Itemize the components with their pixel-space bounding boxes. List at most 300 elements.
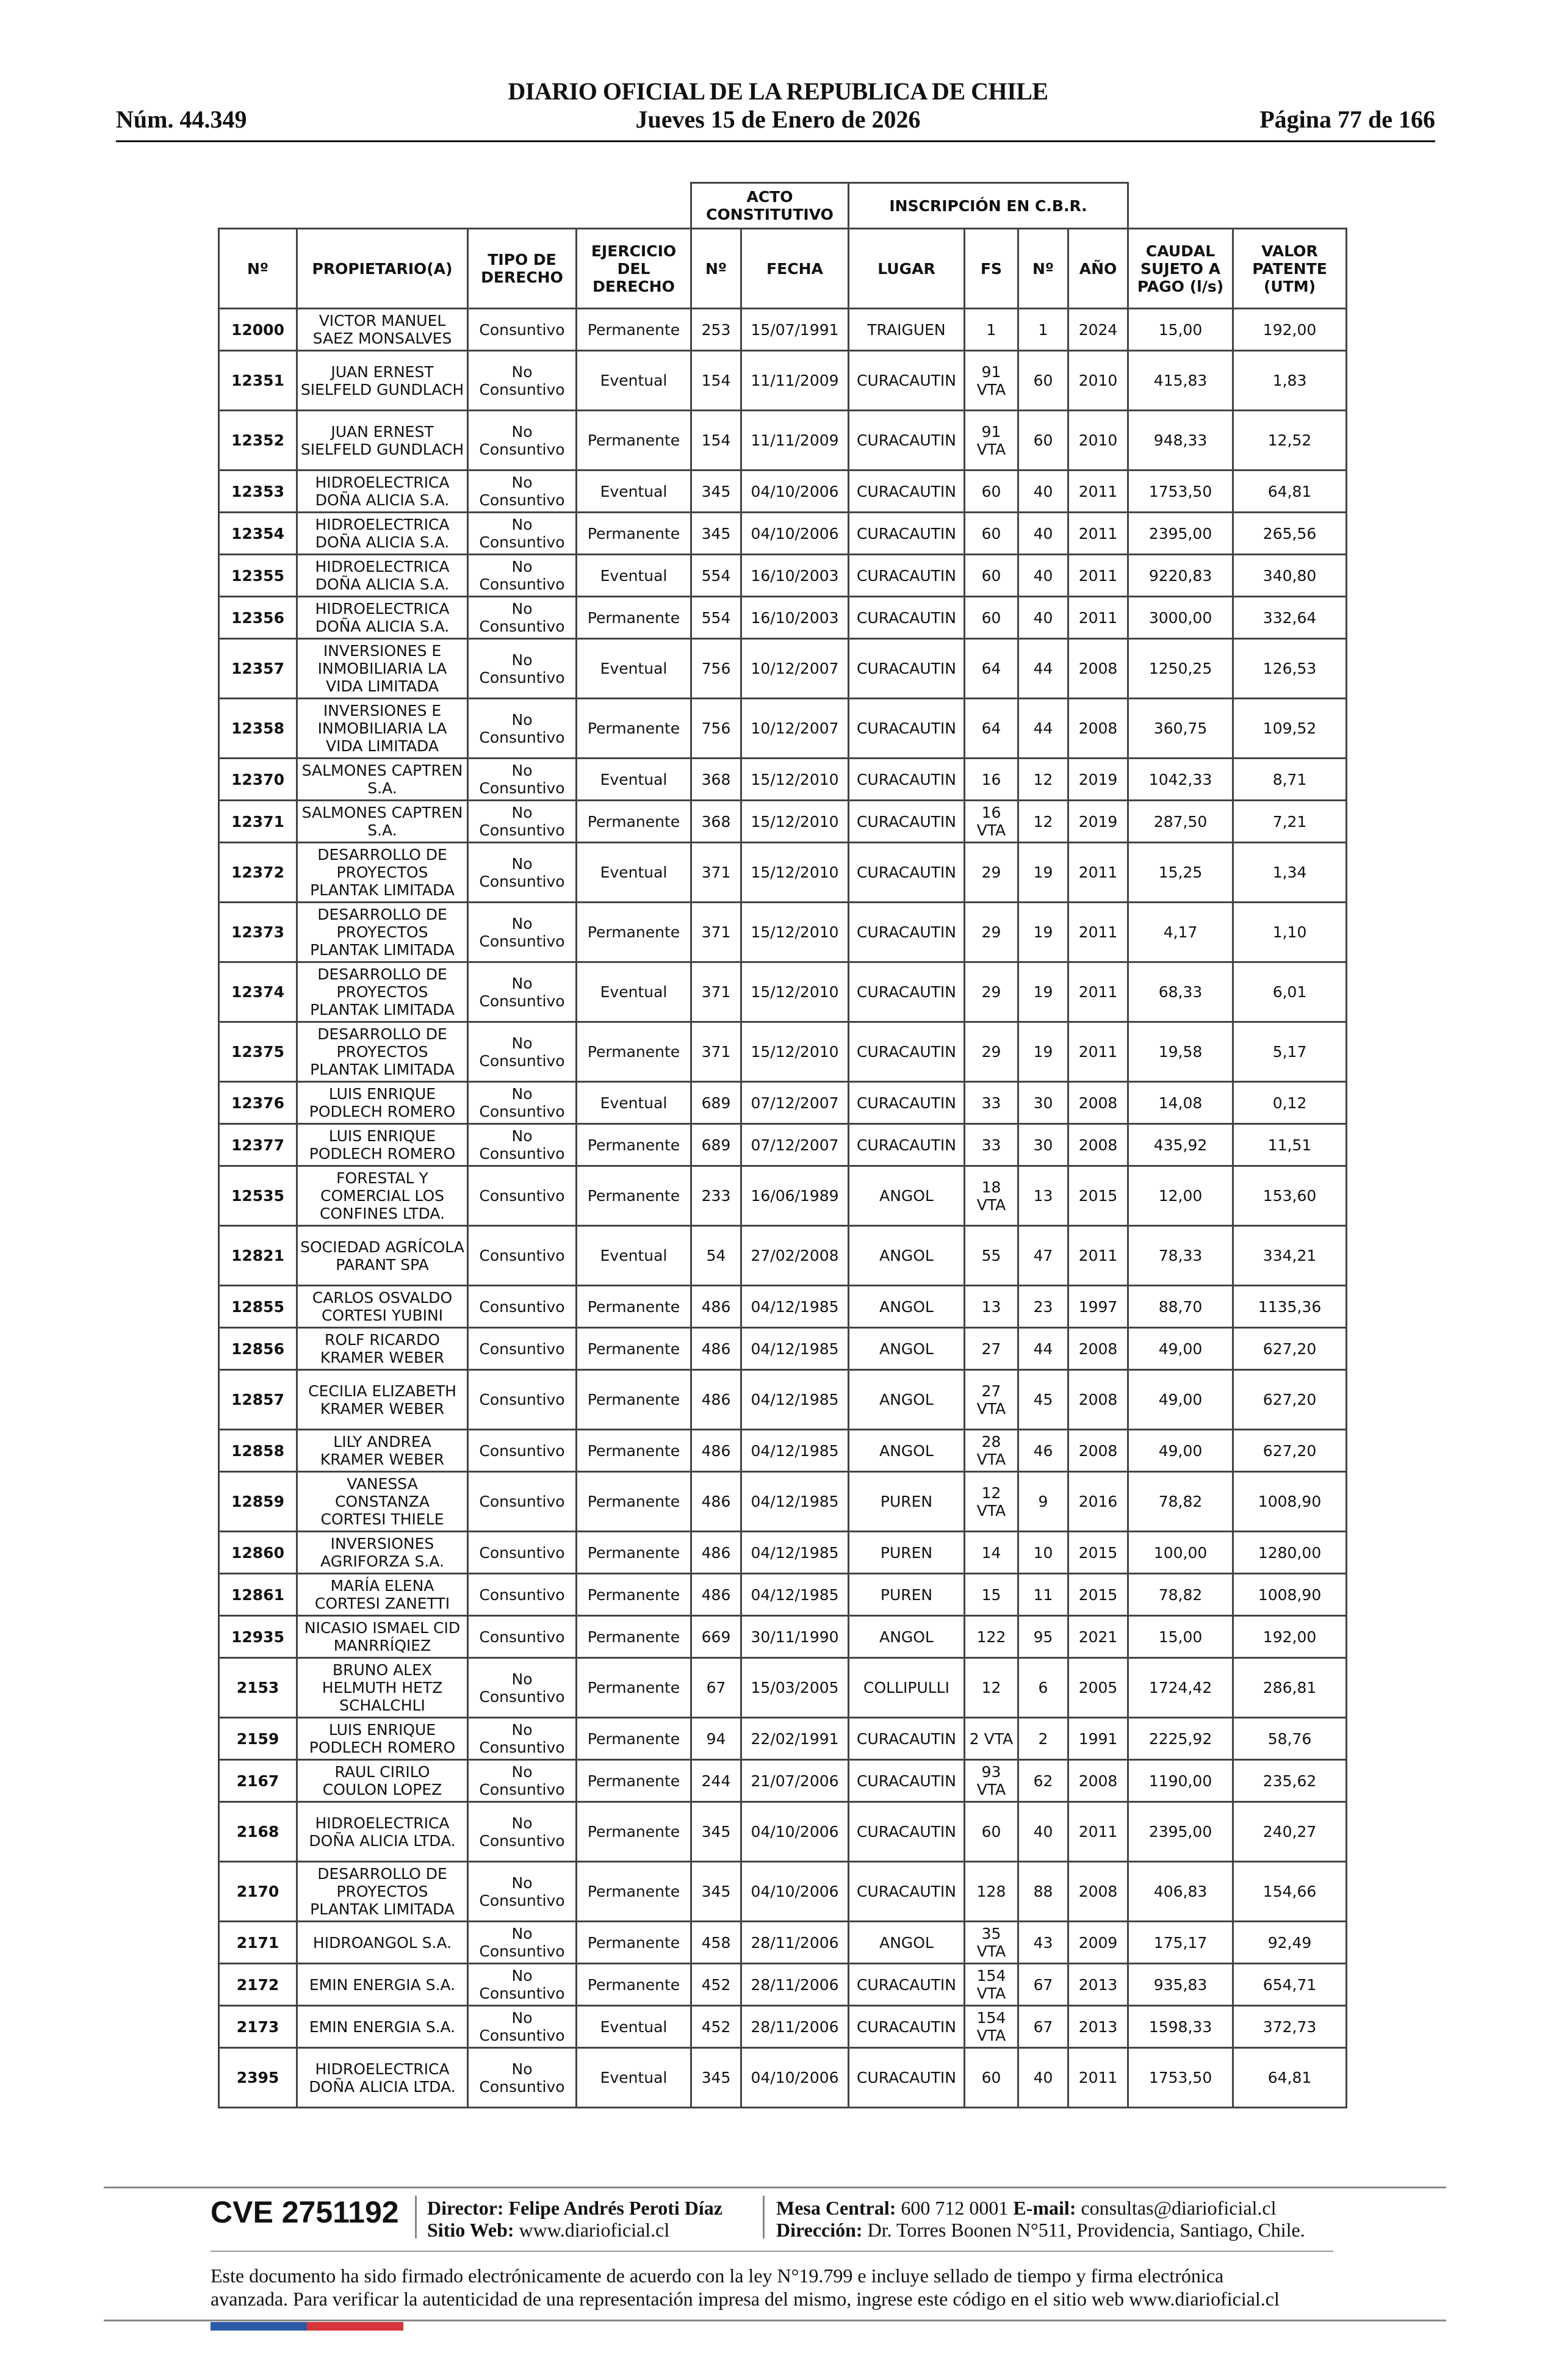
cell-fecha: 28/11/2006 <box>741 2006 849 2048</box>
cell-ejercicio: Permanente <box>577 1922 691 1964</box>
cell-fs: 93 VTA <box>965 1760 1018 1802</box>
table-row <box>219 597 1347 639</box>
table-row <box>219 1862 1347 1922</box>
cell-lugar: PUREN <box>849 1472 965 1532</box>
cell-tipo: No Consuntivo <box>468 1718 577 1760</box>
table-row <box>219 1964 1347 2006</box>
cell-num: 12353 <box>219 471 297 513</box>
cell-cbr-num: 40 <box>1018 555 1068 597</box>
cell-acto-num: 452 <box>691 2006 741 2048</box>
cell-propietario: DESARROLLO DE PROYECTOS PLANTAK LIMITADA <box>297 1022 468 1082</box>
cell-num: 12000 <box>219 309 297 351</box>
cell-fs: 16 VTA <box>965 801 1018 843</box>
cell-lugar: CURACAUTIN <box>849 759 965 801</box>
cell-valor: 1008,90 <box>1233 1574 1347 1616</box>
cell-propietario: HIDROELECTRICA DOÑA ALICIA S.A. <box>297 513 468 555</box>
cell-cbr-num: 44 <box>1018 699 1068 759</box>
cell-tipo: No Consuntivo <box>468 1862 577 1922</box>
cell-fecha: 04/10/2006 <box>741 2048 849 2108</box>
cell-tipo: Consuntivo <box>468 1328 577 1370</box>
cell-ejercicio: Permanente <box>577 1616 691 1658</box>
cell-caudal: 3000,00 <box>1128 597 1233 639</box>
cell-ejercicio: Eventual <box>577 759 691 801</box>
cell-valor: 286,81 <box>1233 1658 1347 1718</box>
cell-anio: 2021 <box>1068 1616 1128 1658</box>
cell-anio: 2008 <box>1068 1082 1128 1124</box>
cell-fecha: 04/12/1985 <box>741 1430 849 1472</box>
cell-tipo: No Consuntivo <box>468 639 577 699</box>
cell-caudal: 15,25 <box>1128 843 1233 903</box>
cell-fecha: 16/10/2003 <box>741 555 849 597</box>
cell-acto-num: 452 <box>691 1964 741 2006</box>
cell-fecha: 15/03/2005 <box>741 1658 849 1718</box>
cell-lugar: CURACAUTIN <box>849 639 965 699</box>
group-header-acto: ACTO CONSTITUTIVO <box>691 183 849 229</box>
cell-num: 12535 <box>219 1166 297 1226</box>
cell-num: 12352 <box>219 411 297 471</box>
header-spacer <box>1128 183 1347 229</box>
cell-acto-num: 756 <box>691 699 741 759</box>
cell-fecha: 28/11/2006 <box>741 1964 849 2006</box>
cell-num: 2172 <box>219 1964 297 2006</box>
cell-fs: 33 <box>965 1082 1018 1124</box>
cell-caudal: 49,00 <box>1128 1430 1233 1472</box>
cell-ejercicio: Permanente <box>577 1574 691 1616</box>
cell-fs: 154 VTA <box>965 1964 1018 2006</box>
mesa-phone: 600 712 0001 <box>901 2197 1009 2219</box>
cell-lugar: COLLIPULLI <box>849 1658 965 1718</box>
cell-fs: 13 <box>965 1286 1018 1328</box>
cell-num: 12377 <box>219 1124 297 1166</box>
cell-anio: 2015 <box>1068 1532 1128 1574</box>
cell-fecha: 11/11/2009 <box>741 411 849 471</box>
cell-ejercicio: Permanente <box>577 597 691 639</box>
table-row <box>219 801 1347 843</box>
cell-propietario: NICASIO ISMAEL CID MANRRÍQIEZ <box>297 1616 468 1658</box>
cell-anio: 2011 <box>1068 555 1128 597</box>
water-rights-table <box>218 182 1347 2108</box>
cell-cbr-num: 19 <box>1018 843 1068 903</box>
cell-fs: 60 <box>965 513 1018 555</box>
cell-acto-num: 368 <box>691 759 741 801</box>
cell-tipo: No Consuntivo <box>468 555 577 597</box>
col-header-fs: FS <box>965 229 1018 309</box>
cell-lugar: ANGOL <box>849 1922 965 1964</box>
cell-cbr-num: 95 <box>1018 1616 1068 1658</box>
direccion-value: Dr. Torres Boonen N°511, Providencia, Santiago, Chile. <box>867 2219 1305 2241</box>
cell-tipo: Consuntivo <box>468 1574 577 1616</box>
cell-caudal: 15,00 <box>1128 309 1233 351</box>
cell-caudal: 19,58 <box>1128 1022 1233 1082</box>
cell-fs: 60 <box>965 471 1018 513</box>
cell-caudal: 175,17 <box>1128 1922 1233 1964</box>
cell-fecha: 15/07/1991 <box>741 309 849 351</box>
mesa-label: Mesa Central: <box>776 2197 896 2219</box>
table-row <box>219 471 1347 513</box>
cell-fs: 60 <box>965 555 1018 597</box>
cell-anio: 2011 <box>1068 2048 1128 2108</box>
cell-valor: 64,81 <box>1233 471 1347 513</box>
flag-stripe-blue <box>211 2322 307 2331</box>
cell-lugar: ANGOL <box>849 1328 965 1370</box>
cell-lugar: CURACAUTIN <box>849 351 965 411</box>
cell-caudal: 100,00 <box>1128 1532 1233 1574</box>
cell-tipo: No Consuntivo <box>468 2006 577 2048</box>
cell-fs: 27 VTA <box>965 1370 1018 1430</box>
table-row <box>219 1430 1347 1472</box>
cell-fs: 28 VTA <box>965 1430 1018 1472</box>
cell-fecha: 04/12/1985 <box>741 1370 849 1430</box>
cell-tipo: No Consuntivo <box>468 1658 577 1718</box>
cell-valor: 265,56 <box>1233 513 1347 555</box>
cell-lugar: CURACAUTIN <box>849 1862 965 1922</box>
cell-tipo: No Consuntivo <box>468 962 577 1022</box>
cell-anio: 2011 <box>1068 1802 1128 1862</box>
cell-anio: 1997 <box>1068 1286 1128 1328</box>
cell-tipo: No Consuntivo <box>468 1124 577 1166</box>
cell-num: 12371 <box>219 801 297 843</box>
cell-cbr-num: 67 <box>1018 1964 1068 2006</box>
table-row <box>219 903 1347 962</box>
cell-propietario: CARLOS OSVALDO CORTESI YUBINI <box>297 1286 468 1328</box>
cell-valor: 240,27 <box>1233 1802 1347 1862</box>
cell-caudal: 360,75 <box>1128 699 1233 759</box>
cell-valor: 6,01 <box>1233 962 1347 1022</box>
cell-caudal: 88,70 <box>1128 1286 1233 1328</box>
newspaper-title: DIARIO OFICIAL DE LA REPUBLICA DE CHILE <box>508 78 1048 105</box>
cell-acto-num: 371 <box>691 1022 741 1082</box>
cell-acto-num: 486 <box>691 1574 741 1616</box>
cell-cbr-num: 46 <box>1018 1430 1068 1472</box>
cell-lugar: CURACAUTIN <box>849 699 965 759</box>
cell-ejercicio: Permanente <box>577 1862 691 1922</box>
cell-num: 12860 <box>219 1532 297 1574</box>
cell-tipo: No Consuntivo <box>468 1802 577 1862</box>
cell-lugar: CURACAUTIN <box>849 2006 965 2048</box>
cell-ejercicio: Permanente <box>577 1328 691 1370</box>
cell-acto-num: 154 <box>691 351 741 411</box>
cell-tipo: No Consuntivo <box>468 471 577 513</box>
cell-propietario: INVERSIONES E INMOBILIARIA LA VIDA LIMITADA <box>297 699 468 759</box>
cell-anio: 2011 <box>1068 513 1128 555</box>
cell-lugar: CURACAUTIN <box>849 1022 965 1082</box>
website-link[interactable]: www.diarioficial.cl <box>519 2219 670 2241</box>
cell-acto-num: 345 <box>691 471 741 513</box>
cell-lugar: CURACAUTIN <box>849 513 965 555</box>
cell-ejercicio: Eventual <box>577 639 691 699</box>
cell-tipo: Consuntivo <box>468 1472 577 1532</box>
cell-num: 12861 <box>219 1574 297 1616</box>
cell-caudal: 1598,33 <box>1128 2006 1233 2048</box>
cell-num: 12370 <box>219 759 297 801</box>
cell-anio: 2019 <box>1068 801 1128 843</box>
cell-cbr-num: 45 <box>1018 1370 1068 1430</box>
cell-propietario: EMIN ENERGIA S.A. <box>297 1964 468 2006</box>
cell-anio: 2011 <box>1068 843 1128 903</box>
cell-fs: 12 VTA <box>965 1472 1018 1532</box>
cell-ejercicio: Permanente <box>577 903 691 962</box>
cell-num: 2170 <box>219 1862 297 1922</box>
cell-lugar: TRAIGUEN <box>849 309 965 351</box>
cell-propietario: CECILIA ELIZABETH KRAMER WEBER <box>297 1370 468 1430</box>
cell-propietario: HIDROANGOL S.A. <box>297 1922 468 1964</box>
cell-propietario: HIDROELECTRICA DOÑA ALICIA S.A. <box>297 471 468 513</box>
cell-acto-num: 345 <box>691 1862 741 1922</box>
legal-notice <box>211 2264 1370 2310</box>
cell-valor: 126,53 <box>1233 639 1347 699</box>
cell-ejercicio: Permanente <box>577 1718 691 1760</box>
cell-tipo: No Consuntivo <box>468 1082 577 1124</box>
cell-propietario: LUIS ENRIQUE PODLECH ROMERO <box>297 1124 468 1166</box>
cell-fecha: 04/12/1985 <box>741 1328 849 1370</box>
cell-acto-num: 371 <box>691 843 741 903</box>
cell-cbr-num: 44 <box>1018 639 1068 699</box>
header-spacer <box>219 183 691 229</box>
cell-ejercicio: Permanente <box>577 1658 691 1718</box>
cell-tipo: No Consuntivo <box>468 801 577 843</box>
cell-num: 12373 <box>219 903 297 962</box>
cell-fecha: 04/10/2006 <box>741 471 849 513</box>
cell-ejercicio: Permanente <box>577 1022 691 1082</box>
cell-cbr-num: 6 <box>1018 1658 1068 1718</box>
col-header-propietario: PROPIETARIO(A) <box>297 229 468 309</box>
col-header-lugar: LUGAR <box>849 229 965 309</box>
cell-lugar: PUREN <box>849 1574 965 1616</box>
footer-separator <box>415 2196 417 2238</box>
cell-tipo: No Consuntivo <box>468 411 577 471</box>
cell-fecha: 04/10/2006 <box>741 513 849 555</box>
page-number: Página 77 de 166 <box>1259 106 1435 133</box>
cell-caudal: 935,83 <box>1128 1964 1233 2006</box>
legal-notice-line: Este documento ha sido firmado electrónicamente de acuerdo con la ley N°19.799 e incluye sellado de tiempo y firma electrónica <box>211 2265 1224 2287</box>
cell-cbr-num: 19 <box>1018 1022 1068 1082</box>
website-label: Sitio Web: <box>427 2219 514 2241</box>
cell-cbr-num: 40 <box>1018 1802 1068 1862</box>
cell-valor: 64,81 <box>1233 2048 1347 2108</box>
cell-fs: 27 <box>965 1328 1018 1370</box>
cell-acto-num: 54 <box>691 1226 741 1286</box>
table-row <box>219 1370 1347 1430</box>
cell-ejercicio: Permanente <box>577 1760 691 1802</box>
cell-valor: 11,51 <box>1233 1124 1347 1166</box>
cell-lugar: ANGOL <box>849 1286 965 1328</box>
cell-propietario: DESARROLLO DE PROYECTOS PLANTAK LIMITADA <box>297 903 468 962</box>
cell-fecha: 07/12/2007 <box>741 1124 849 1166</box>
cell-propietario: DESARROLLO DE PROYECTOS PLANTAK LIMITADA <box>297 1862 468 1922</box>
cell-anio: 2015 <box>1068 1166 1128 1226</box>
cell-anio: 2019 <box>1068 759 1128 801</box>
cell-propietario: HIDROELECTRICA DOÑA ALICIA LTDA. <box>297 1802 468 1862</box>
table-row <box>219 1760 1347 1802</box>
cell-caudal: 1190,00 <box>1128 1760 1233 1802</box>
cell-anio: 2008 <box>1068 1760 1128 1802</box>
cell-anio: 2013 <box>1068 2006 1128 2048</box>
issue-date: Jueves 15 de Enero de 2026 <box>635 106 921 133</box>
direccion-label: Dirección: <box>776 2219 863 2241</box>
cell-valor: 1135,36 <box>1233 1286 1347 1328</box>
cell-ejercicio: Permanente <box>577 1430 691 1472</box>
cell-propietario: SALMONES CAPTREN S.A. <box>297 801 468 843</box>
table-row <box>219 1166 1347 1226</box>
cell-num: 12821 <box>219 1226 297 1286</box>
cell-valor: 334,21 <box>1233 1226 1347 1286</box>
cell-anio: 2011 <box>1068 903 1128 962</box>
cell-anio: 2008 <box>1068 699 1128 759</box>
cell-valor: 1,34 <box>1233 843 1347 903</box>
cell-lugar: CURACAUTIN <box>849 903 965 962</box>
cell-valor: 92,49 <box>1233 1922 1347 1964</box>
cell-valor: 340,80 <box>1233 555 1347 597</box>
cell-valor: 5,17 <box>1233 1022 1347 1082</box>
cell-tipo: No Consuntivo <box>468 1022 577 1082</box>
cell-acto-num: 669 <box>691 1616 741 1658</box>
cell-valor: 627,20 <box>1233 1430 1347 1472</box>
cell-valor: 654,71 <box>1233 1964 1347 2006</box>
cell-acto-num: 67 <box>691 1658 741 1718</box>
cell-cbr-num: 30 <box>1018 1082 1068 1124</box>
cell-fs: 60 <box>965 1802 1018 1862</box>
cell-anio: 2008 <box>1068 1430 1128 1472</box>
cell-anio: 2011 <box>1068 1226 1128 1286</box>
cell-num: 2167 <box>219 1760 297 1802</box>
cell-cbr-num: 30 <box>1018 1124 1068 1166</box>
cell-caudal: 2395,00 <box>1128 513 1233 555</box>
table-row <box>219 962 1347 1022</box>
table-row <box>219 513 1347 555</box>
cell-fs: 60 <box>965 2048 1018 2108</box>
table-row <box>219 351 1347 411</box>
cell-acto-num: 458 <box>691 1922 741 1964</box>
cell-num: 2171 <box>219 1922 297 1964</box>
cell-num: 12354 <box>219 513 297 555</box>
cell-caudal: 4,17 <box>1128 903 1233 962</box>
cell-caudal: 2225,92 <box>1128 1718 1233 1760</box>
cell-cbr-num: 47 <box>1018 1226 1068 1286</box>
cell-ejercicio: Eventual <box>577 2048 691 2108</box>
cell-anio: 2011 <box>1068 962 1128 1022</box>
cell-acto-num: 345 <box>691 1802 741 1862</box>
cell-num: 2168 <box>219 1802 297 1862</box>
cell-fecha: 15/12/2010 <box>741 843 849 903</box>
cell-fs: 154 VTA <box>965 2006 1018 2048</box>
cell-tipo: Consuntivo <box>468 309 577 351</box>
cell-tipo: No Consuntivo <box>468 597 577 639</box>
director-label: Director: <box>427 2197 504 2219</box>
cell-lugar: CURACAUTIN <box>849 801 965 843</box>
cell-lugar: ANGOL <box>849 1430 965 1472</box>
cell-fecha: 27/02/2008 <box>741 1226 849 1286</box>
cell-valor: 192,00 <box>1233 1616 1347 1658</box>
col-header-anio: AÑO <box>1068 229 1128 309</box>
cell-fecha: 15/12/2010 <box>741 801 849 843</box>
footer-director-block <box>427 2197 722 2241</box>
cell-anio: 2011 <box>1068 597 1128 639</box>
cell-anio: 2011 <box>1068 1022 1128 1082</box>
cell-cbr-num: 12 <box>1018 801 1068 843</box>
cell-propietario: LILY ANDREA KRAMER WEBER <box>297 1430 468 1472</box>
cell-tipo: No Consuntivo <box>468 903 577 962</box>
email-label: E-mail: <box>1013 2197 1076 2219</box>
table-row <box>219 1658 1347 1718</box>
cell-acto-num: 94 <box>691 1718 741 1760</box>
cell-fecha: 04/10/2006 <box>741 1802 849 1862</box>
cell-fs: 2 VTA <box>965 1718 1018 1760</box>
cell-cbr-num: 10 <box>1018 1532 1068 1574</box>
cell-lugar: CURACAUTIN <box>849 411 965 471</box>
cell-acto-num: 486 <box>691 1370 741 1430</box>
director-name: Felipe Andrés Peroti Díaz <box>508 2197 722 2219</box>
cell-ejercicio: Eventual <box>577 1226 691 1286</box>
cell-tipo: No Consuntivo <box>468 699 577 759</box>
table-row <box>219 1922 1347 1964</box>
cell-lugar: CURACAUTIN <box>849 1964 965 2006</box>
cell-lugar: CURACAUTIN <box>849 1082 965 1124</box>
cell-anio: 2013 <box>1068 1964 1128 2006</box>
cell-cbr-num: 62 <box>1018 1760 1068 1802</box>
cell-fecha: 04/12/1985 <box>741 1532 849 1574</box>
cell-ejercicio: Permanente <box>577 1370 691 1430</box>
cell-fs: 91 VTA <box>965 351 1018 411</box>
cell-fecha: 15/12/2010 <box>741 759 849 801</box>
cell-num: 12858 <box>219 1430 297 1472</box>
cell-acto-num: 486 <box>691 1286 741 1328</box>
cell-ejercicio: Permanente <box>577 1532 691 1574</box>
cell-acto-num: 554 <box>691 597 741 639</box>
group-header-inscripcion: INSCRIPCIÓN EN C.B.R. <box>849 183 1128 229</box>
cell-valor: 627,20 <box>1233 1370 1347 1430</box>
cell-lugar: ANGOL <box>849 1616 965 1658</box>
cell-propietario: INVERSIONES AGRIFORZA S.A. <box>297 1532 468 1574</box>
col-header-valor: VALOR PATENTE (UTM) <box>1233 229 1347 309</box>
cell-fecha: 04/10/2006 <box>741 1862 849 1922</box>
cell-tipo: No Consuntivo <box>468 2048 577 2108</box>
table-row <box>219 1718 1347 1760</box>
cell-acto-num: 689 <box>691 1124 741 1166</box>
cell-tipo: Consuntivo <box>468 1616 577 1658</box>
cell-caudal: 15,00 <box>1128 1616 1233 1658</box>
table-row <box>219 2048 1347 2108</box>
cell-ejercicio: Permanente <box>577 513 691 555</box>
cell-anio: 2016 <box>1068 1472 1128 1532</box>
cell-fs: 12 <box>965 1658 1018 1718</box>
cell-cbr-num: 2 <box>1018 1718 1068 1760</box>
cell-valor: 1,10 <box>1233 903 1347 962</box>
cell-caudal: 415,83 <box>1128 351 1233 411</box>
email-link[interactable]: consultas@diarioficial.cl <box>1081 2197 1277 2219</box>
cell-cbr-num: 67 <box>1018 2006 1068 2048</box>
cell-fs: 128 <box>965 1862 1018 1922</box>
cell-caudal: 287,50 <box>1128 801 1233 843</box>
col-header-fecha: FECHA <box>741 229 849 309</box>
cell-fs: 14 <box>965 1532 1018 1574</box>
cell-valor: 1008,90 <box>1233 1472 1347 1532</box>
cell-tipo: Consuntivo <box>468 1166 577 1226</box>
cell-acto-num: 371 <box>691 962 741 1022</box>
cell-ejercicio: Eventual <box>577 1082 691 1124</box>
cell-ejercicio: Eventual <box>577 351 691 411</box>
cell-fecha: 22/02/1991 <box>741 1718 849 1760</box>
cell-caudal: 78,82 <box>1128 1472 1233 1532</box>
cell-propietario: DESARROLLO DE PROYECTOS PLANTAK LIMITADA <box>297 843 468 903</box>
cell-propietario: MARÍA ELENA CORTESI ZANETTI <box>297 1574 468 1616</box>
table-row <box>219 1124 1347 1166</box>
table-body <box>219 309 1347 2108</box>
cell-lugar: ANGOL <box>849 1370 965 1430</box>
cell-caudal: 1753,50 <box>1128 2048 1233 2108</box>
col-header-tipo: TIPO DE DERECHO <box>468 229 577 309</box>
cell-num: 12374 <box>219 962 297 1022</box>
cell-caudal: 948,33 <box>1128 411 1233 471</box>
